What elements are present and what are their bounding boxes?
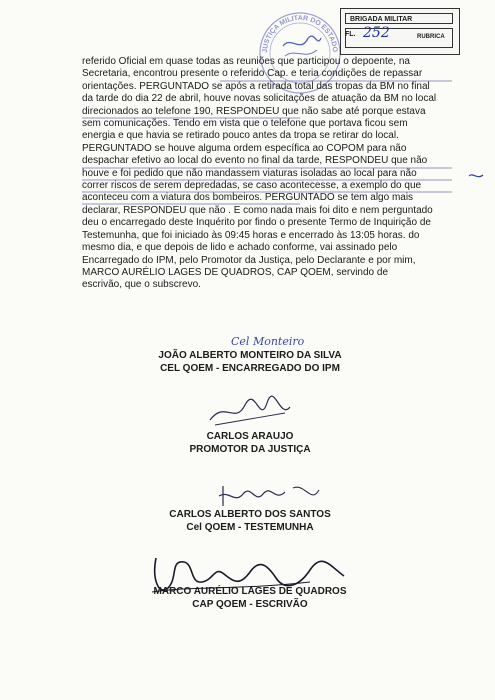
page-number-stamp bbox=[340, 8, 460, 55]
body-line: sem comunicações. Tendo em vista que o telefone que portava ficou sem bbox=[82, 118, 408, 130]
signer-name: MARCO AURÉLIO LAGES DE QUADROS bbox=[153, 586, 347, 597]
signature-handwriting: Cel Monteiro bbox=[231, 335, 305, 348]
body-line: referido Oficial em quase todas as reuniões que participou o depoente, na bbox=[82, 56, 410, 67]
body-line: direcionados ao telefone 190, RESPONDEU que não sabe até porque estava bbox=[82, 105, 426, 117]
body-line: da tarde do dia 22 de abril, houve novas solicitações de atuação da BM no local bbox=[82, 93, 437, 105]
body-line: correr riscos de serem depredadas, se caso acontecesse, a exemplo do que bbox=[82, 180, 422, 192]
body-line: deu o encarregado deste Inquérito por findo o presente Termo de Inquirição de bbox=[82, 217, 431, 229]
body-line: Testemunha, que foi iniciado às 09:45 horas e encerrado às 13:05 horas. do bbox=[82, 229, 420, 241]
signature-santos-icon bbox=[215, 478, 325, 510]
signer-name: JOÃO ALBERTO MONTEIRO DA SILVA bbox=[158, 350, 342, 361]
body-line: despachar efetivo ao local do evento no final da tarde, RESPONDEU que não bbox=[82, 155, 428, 167]
signature-block-testemunha bbox=[80, 508, 420, 534]
body-line: MARCO AURÉLIO LAGES DE QUADROS, CAP QOEM, servindo de bbox=[82, 266, 389, 278]
signer-name: CARLOS ALBERTO DOS SANTOS bbox=[169, 509, 331, 520]
signer-role: PROMOTOR DA JUSTIÇA bbox=[189, 444, 311, 455]
signer-role: Cel QOEM - TESTEMUNHA bbox=[186, 522, 314, 533]
stamp-fl-label: FL. bbox=[345, 31, 356, 38]
body-line: escrivão, que o subscrevo. bbox=[82, 279, 201, 291]
seal-text: JUSTIÇA MILITAR DO ESTADO bbox=[261, 14, 339, 54]
signature-block-escrivao bbox=[80, 585, 420, 611]
stamp-rubrica-label: RUBRICA bbox=[417, 34, 445, 40]
signer-role: CAP QOEM - ESCRIVÃO bbox=[192, 599, 308, 610]
body-line: houve e foi pedido que não mandassem viaturas isoladas ao local para não bbox=[82, 167, 417, 179]
signer-role: CEL QOEM - ENCARREGADO DO IPM bbox=[160, 363, 340, 374]
body-line: mesmo dia, e que depois de lido e achado conforme, vai assinado pelo bbox=[82, 242, 398, 254]
body-line: aconteceu com a viatura dos bombeiros. PERGUNTADO se tem algo mais bbox=[82, 192, 414, 204]
signer-name: CARLOS ARAUJO bbox=[206, 431, 294, 442]
body-line: energia e que havia se retirado pouco antes da tropa se retirar do local. bbox=[82, 130, 399, 142]
stamp-page-number: 252 bbox=[363, 25, 390, 41]
signature-block-promotor bbox=[80, 430, 420, 456]
svg-text:JUSTIÇA MILITAR DO ESTADO bbox=[262, 15, 338, 53]
body-line: declarar, RESPONDEU que não . E como nada mais foi dito e nem perguntado bbox=[82, 204, 433, 216]
stamp-title: BRIGADA MILITAR bbox=[345, 13, 453, 24]
margin-tick-icon bbox=[468, 170, 484, 182]
body-line: orientações. PERGUNTADO se após a retirada total das tropas da BM no final bbox=[82, 80, 430, 92]
testimony-text bbox=[82, 56, 452, 292]
body-line: Secretaria, encontrou presente o referido Cap. e teria condições de repassar bbox=[82, 68, 423, 80]
signature-araujo-icon bbox=[205, 395, 295, 430]
body-line: Encarregado do IPM, pelo Promotor da Justiça, pelo Declarante e por mim, bbox=[82, 254, 416, 266]
signature-block-encarregado bbox=[80, 349, 420, 375]
body-line: PERGUNTADO se houve alguma ordem específica ao COPOM para não bbox=[82, 142, 407, 154]
